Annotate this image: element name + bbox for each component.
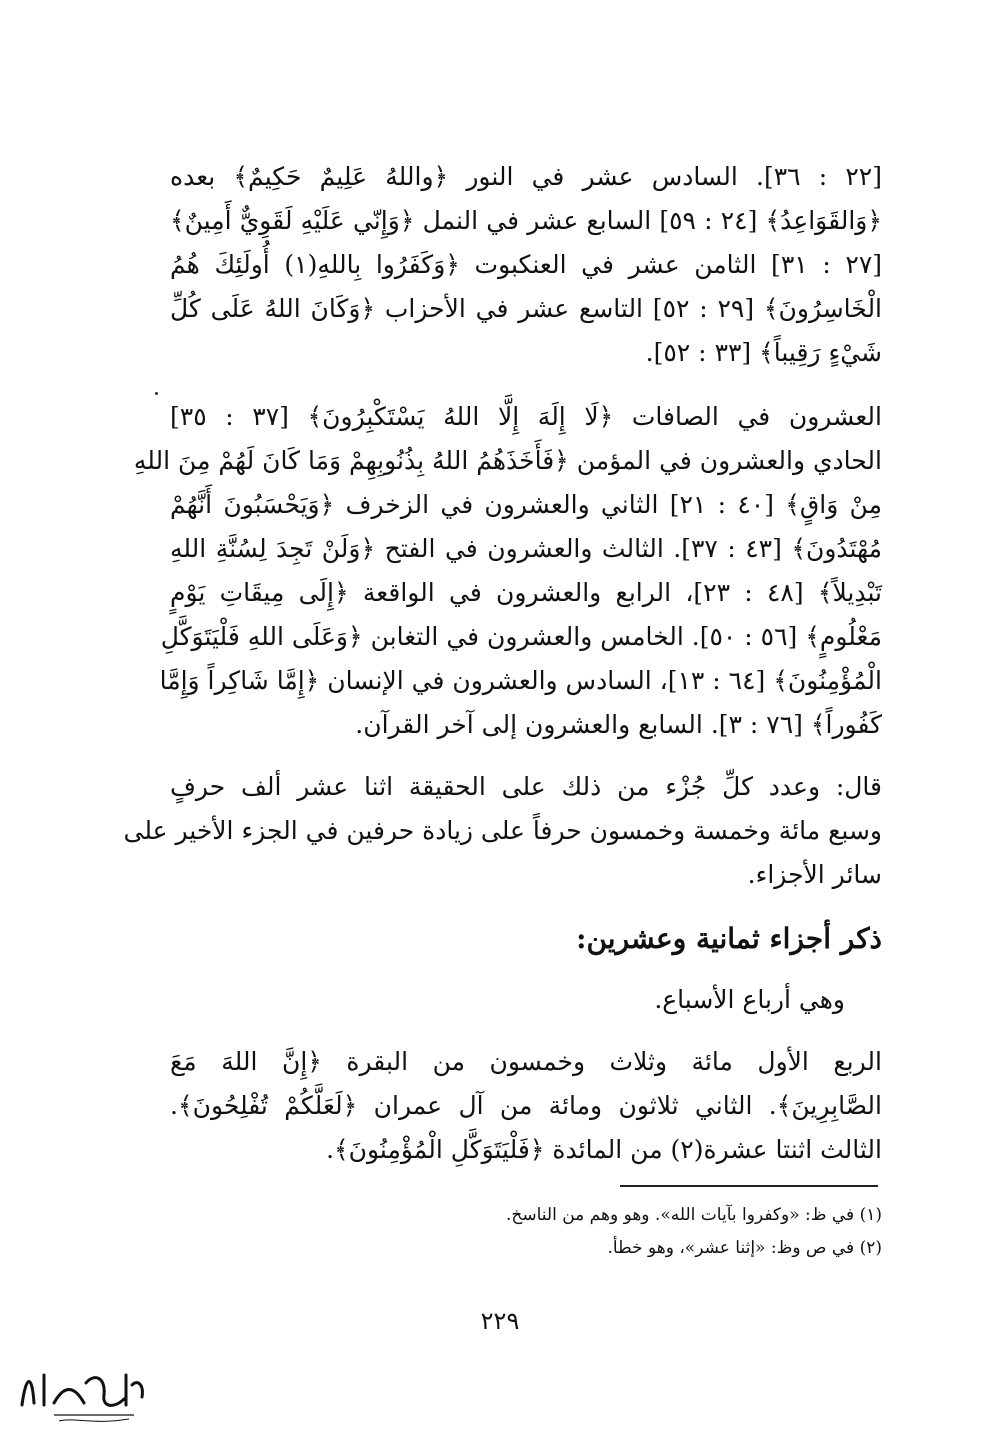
text-line: مِنْ وَاقٍ﴾ [٤٠ : ٢١] الثاني والعشرون في الزخرف ﴿وَيَحْسَبُونَ أَنَّهُمْ	[170, 490, 882, 519]
paragraph-3	[123, 765, 882, 897]
text-line: العشرون في الصافات ﴿لَا إِلَهَ إِلَّا اللهُ يَسْتَكْبِرُونَ﴾ [٣٧ : ٣٥]	[170, 402, 882, 431]
text-line: [٢٢ : ٣٦]. السادس عشر في النور ﴿واللهُ عَلِيمٌ حَكِيمٌ﴾ بعده	[170, 162, 882, 191]
paragraph-2	[133, 395, 882, 747]
text-line: الصَّابِرِينَ﴾. الثاني ثلاثون ومائة من آل عمران ﴿لَعَلَّكُمْ تُفْلِحُونَ﴾.	[170, 1091, 882, 1120]
text-line: [٢٧ : ٣١] الثامن عشر في العنكبوت ﴿وَكَفَرُوا بِاللهِ(١) أُولَئِكَ هُمُ	[170, 250, 883, 279]
text-line: الْخَاسِرُونَ﴾ [٢٩ : ٥٢] التاسع عشر في الأحزاب ﴿وَكَانَ اللهُ عَلَى كُلِّ	[170, 294, 883, 323]
text-line: مَعْلُومٍ﴾ [٥٦ : ٥٠]. الخامس والعشرون في التغابن ﴿وَعَلَى اللهِ فَلْيَتَوَكَّلِ	[160, 622, 882, 651]
ink-dot	[155, 392, 158, 395]
text-line: سائر الأجزاء.	[747, 860, 882, 889]
paragraph-4	[170, 1040, 882, 1172]
footnote-1: (١) في ظ: «وكفروا بآيات الله». وهو وهم من الناسخ.	[505, 1205, 882, 1225]
watermark-logo	[14, 1355, 149, 1430]
text-line: قال: وعدد كلِّ جُزْء من ذلك على الحقيقة اثنا عشر ألف حرفٍ	[170, 772, 882, 801]
text-line: الثالث اثنتا عشرة(٢) من المائدة ﴿فَلْيَتَوَكَّلِ الْمُؤْمِنُونَ﴾.	[326, 1135, 882, 1164]
text-line: ﴿وَالقَوَاعِدُ﴾ [٢٤ : ٥٩] السابع عشر في النمل ﴿وَإِنّي عَلَيْهِ لَقَوِيٌّ أَمِينٌ﴾	[170, 206, 882, 235]
text-line: الْمُؤْمِنُونَ﴾ [٦٤ : ١٣]، السادس والعشرون في الإنسان ﴿إِمَّا شَاكِراً وَإِمَّا	[159, 666, 882, 695]
text-line: تَبْدِيلاً﴾ [٤٨ : ٢٣]، الرابع والعشرون في الواقعة ﴿إِلَى مِيقَاتِ يَوْمٍ	[170, 578, 882, 607]
text-line: وسبع مائة وخمسة وخمسون حرفاً على زيادة حرفين في الجزء الأخير على	[123, 816, 882, 845]
text-line: مُهْتَدُونَ﴾ [٤٣ : ٣٧]. الثالث والعشرون في الفتح ﴿وَلَنْ تَجِدَ لِسُنَّةِ اللهِ	[170, 534, 882, 563]
section-heading: ذكر أجزاء ثمانية وعشرين:	[576, 922, 882, 955]
paragraph-1	[170, 155, 882, 375]
page-number: ٢٢٩	[480, 1307, 520, 1335]
footnote-separator	[620, 1185, 878, 1187]
text-line: الربع الأول مائة وثلاث وخمسون من البقرة ﴿إِنَّ اللهَ مَعَ	[170, 1047, 882, 1076]
section-subheading: وهي أرباع الأسباع.	[654, 985, 845, 1014]
footnote-2: (٢) في ص وظ: «إثنا عشر»، وهو خطأ.	[607, 1238, 882, 1258]
text-line: الحادي والعشرون في المؤمن ﴿فَأَخَذَهُمُ اللهُ بِذُنُوبِهِمْ وَمَا كَانَ لَهُمْ مِنَ اللهِ	[133, 446, 882, 475]
text-line: كَفُوراً﴾ [٧٦ : ٣]. السابع والعشرون إلى آخر القرآن.	[355, 710, 882, 739]
text-line: شَيْءٍ رَقِيباً﴾ [٣٣ : ٥٢].	[645, 338, 882, 367]
